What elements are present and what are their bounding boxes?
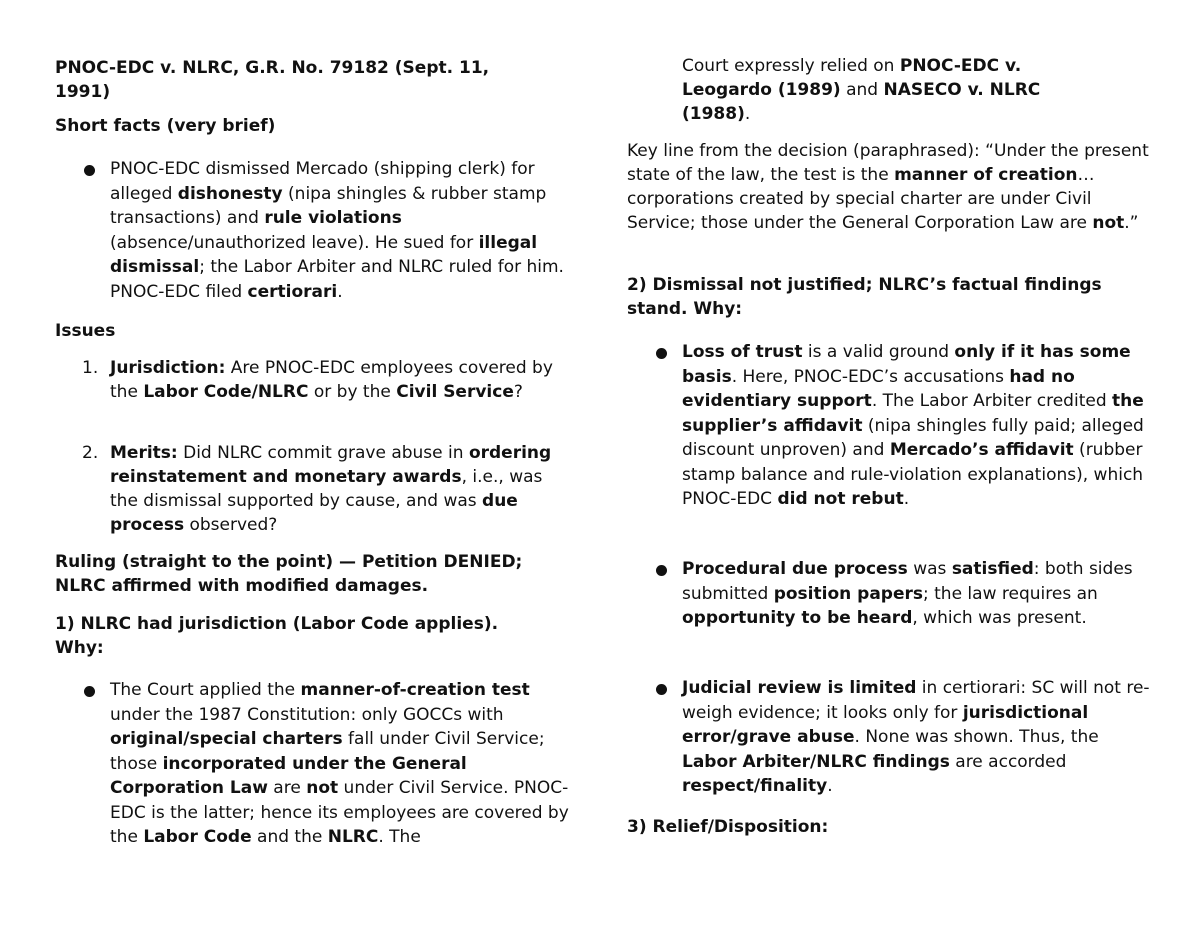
facts-heading: Short facts (very brief) [55, 116, 276, 136]
facts-bullet [55, 157, 575, 304]
dismissal-heading: 2) Dismissal not justified; NLRC’s factual findings stand. Why: [627, 275, 1102, 319]
bullet-icon [656, 565, 667, 576]
bold-run: Jurisdiction: [110, 358, 226, 378]
bold-run: PNOC-EDC v. Leogardo (1989) [682, 56, 1022, 100]
dismissal-bullet-1 [627, 340, 1152, 512]
bold-run: satisfied [951, 559, 1034, 579]
bold-run: manner of creation [894, 165, 1078, 185]
case-title: PNOC-EDC v. NLRC, G.R. No. 79182 (Sept. 11, 1991) [55, 58, 490, 102]
bold-run: had no evidentiary support [682, 366, 1075, 411]
bold-run: original/special charters [110, 729, 343, 749]
bold-run: Labor Code [143, 827, 252, 847]
relief-heading: 3) Relief/Disposition: [627, 817, 829, 837]
issue-text: Jurisdiction: Are PNOC-EDC employees covered by the Labor Code/NLRC or by the Civil Service? [110, 358, 553, 402]
bold-run: Merits: [110, 443, 178, 463]
bold-run: the supplier’s affidavit [682, 391, 1144, 436]
issue-item-1 [55, 356, 575, 404]
bold-run: NASECO v. NLRC (1988) [682, 80, 1041, 124]
bullet-icon [84, 686, 95, 697]
dismissal-bullet-text: Judicial review is limited in certiorari: SC will not re-weigh evidence; it looks only for jurisdictional error/grave abuse. None was shown. Thus, the Labor Arbiter/NLRC findings are accorded respect/finality. [682, 678, 1150, 796]
issue-number: 1. [82, 358, 99, 378]
bold-run: Judicial review is limited [682, 678, 917, 698]
bold-run: illegal dismissal [110, 232, 538, 277]
bold-run: jurisdictional error/grave abuse [682, 702, 1089, 747]
dismissal-bullet-2 [627, 557, 1152, 631]
bullet-icon [656, 684, 667, 695]
dismissal-bullet-text: Procedural due process was satisfied: both sides submitted position papers; the law requires an opportunity to be heard, which was present. [682, 559, 1133, 628]
bold-run: NLRC [327, 827, 379, 847]
bold-run: due process [110, 491, 518, 535]
bold-run: Civil Service [396, 382, 514, 402]
dismissal-bullet-3 [627, 676, 1152, 799]
key-line: Key line from the decision (paraphrased): “Under the present state of the law, the test is the manner of creation… corporations created by special charter are under Civil Service; those under the General Corporation Law are not.” [627, 141, 1149, 233]
bold-run: respect/finality [682, 776, 828, 796]
issues-heading: Issues [55, 321, 116, 341]
bold-run: manner-of-creation test [300, 680, 530, 700]
facts-bullet-text: PNOC-EDC dismissed Mercado (shipping clerk) for alleged dishonesty (nipa shingles & rubber stamp transactions) and rule violations (absence/unauthorized leave). He sued for illegal dismissal; the Labor Arbiter and NLRC ruled for him. PNOC-EDC filed certiorari. [110, 159, 564, 302]
bullet-icon [656, 348, 667, 359]
bold-run: ordering reinstatement and monetary awards [110, 443, 552, 487]
bold-run: incorporated under the General Corporation Law [110, 753, 467, 798]
jurisdiction-heading: 1) NLRC had jurisdiction (Labor Code applies). Why: [55, 614, 499, 658]
bold-run: Procedural due process [682, 559, 908, 579]
continuation-text: Court expressly relied on PNOC-EDC v. Leogardo (1989) and NASECO v. NLRC (1988). [682, 56, 1041, 124]
ruling-heading: Ruling (straight to the point) — Petition DENIED; NLRC affirmed with modified damages. [55, 552, 523, 596]
bold-run: Loss of trust [682, 342, 803, 362]
bold-run: Mercado’s affidavit [889, 440, 1074, 460]
bold-run: position papers [773, 583, 923, 604]
bold-run: dishonesty [177, 183, 283, 204]
jurisdiction-bullet [55, 678, 580, 850]
bold-run: did not rebut [777, 489, 904, 509]
issue-text: Merits: Did NLRC commit grave abuse in ordering reinstatement and monetary awards, i.e., was the dismissal supported by cause, and was due process observed? [110, 443, 552, 535]
bold-run: not [1092, 213, 1125, 233]
bullet-icon [84, 165, 95, 176]
bold-run: only if it has some basis [682, 342, 1131, 387]
bold-run: not [306, 778, 339, 798]
issue-item-2 [55, 441, 575, 537]
bold-run: rule violations [264, 208, 402, 228]
jurisdiction-bullet-text: The Court applied the manner-of-creation test under the 1987 Constitution: only GOCCs with original/special charters fall under Civil Service; those incorporated under the General Corporation Law are not under Civil Service. PNOC-EDC is the latter; hence its employees are covered by the Labor Code and the NLRC. The [110, 680, 569, 847]
issue-number: 2. [82, 443, 99, 463]
dismissal-bullet-text: Loss of trust is a valid ground only if it has some basis. Here, PNOC-EDC’s accusations had no evidentiary support. The Labor Arbiter credited the supplier’s affidavit (nipa shingles fully paid; alleged discount unproven) and Mercado’s affidavit (rubber stamp balance and rule-violation explanations), which PNOC-EDC did not rebut. [682, 342, 1144, 509]
bold-run: opportunity to be heard [682, 608, 913, 628]
bold-run: Labor Code/NLRC [143, 382, 309, 402]
bold-run: certiorari [247, 281, 338, 302]
bold-run: Labor Arbiter/NLRC findings [682, 751, 950, 772]
